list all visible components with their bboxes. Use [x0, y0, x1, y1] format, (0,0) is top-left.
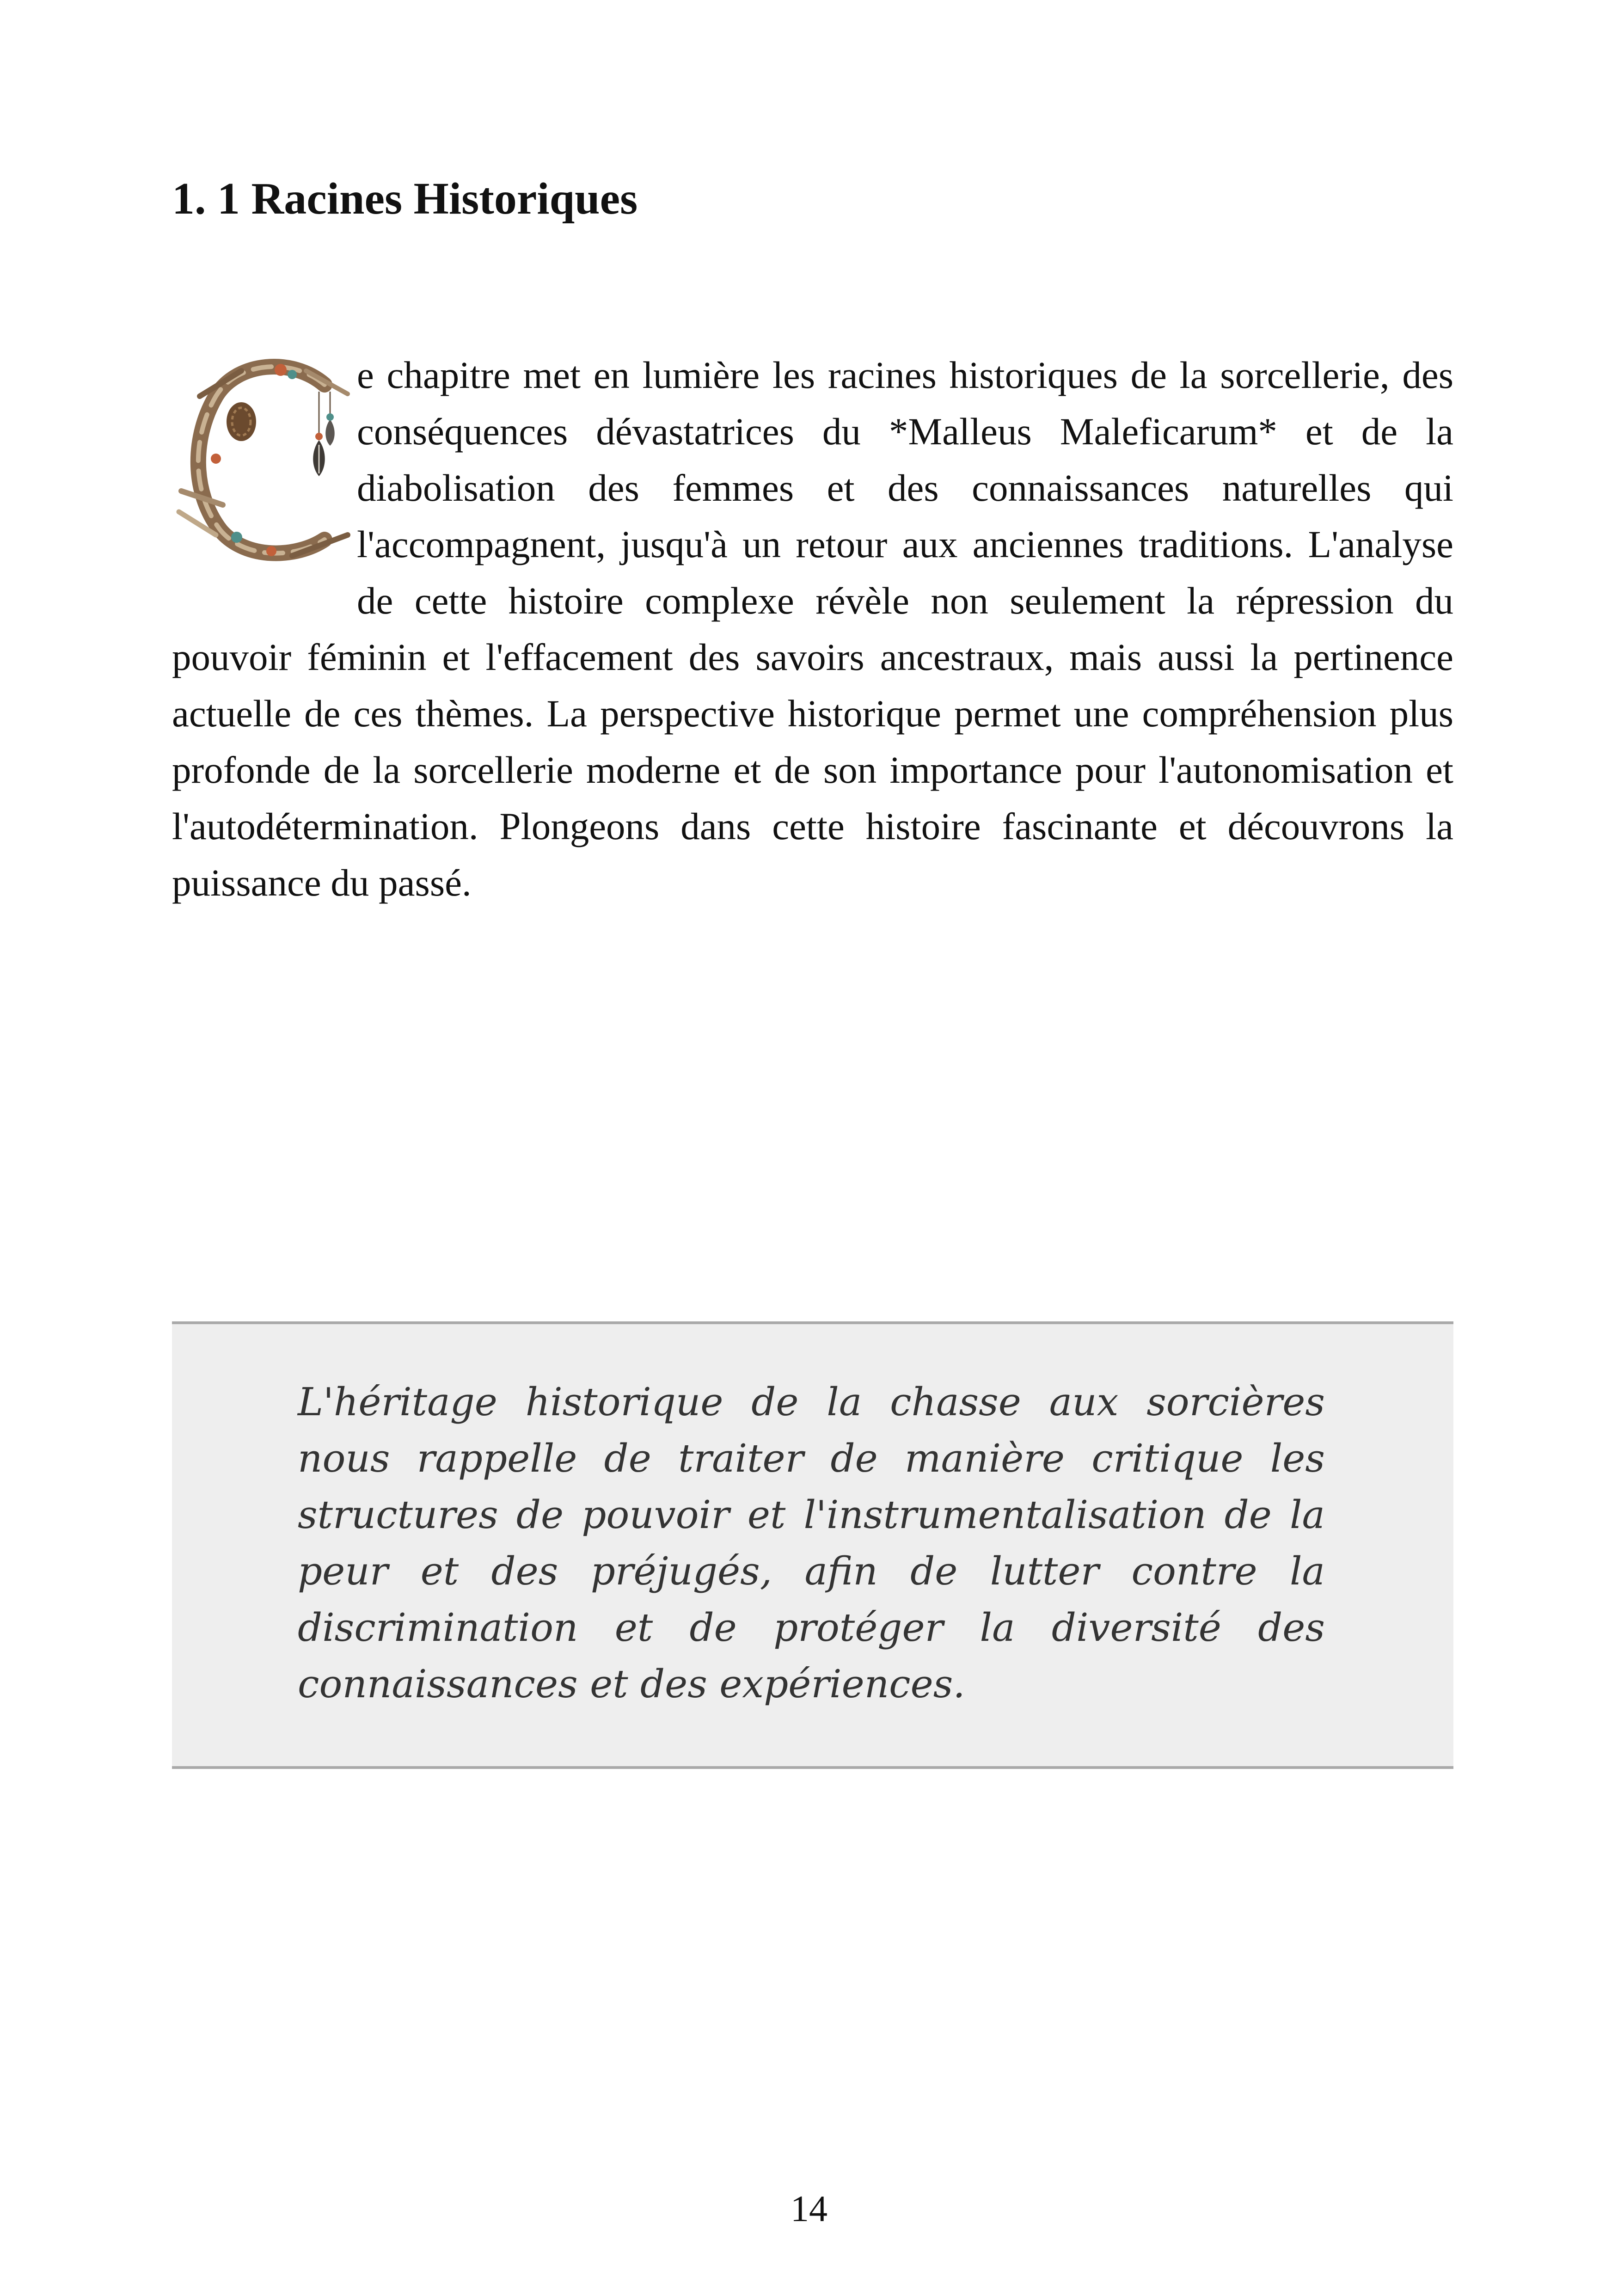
highlight-quote-text: L'héritage historique de la chasse aux sorcières nous rappelle de traiter de manière critique les structures de pouvoir et l'instrumentalisation de la peur et des préjugés, afin de lutter contre la discrimination et de protéger la diversité des connaissances et des expériences.	[298, 1380, 1325, 1707]
section-heading: 1. 1 Racines Historiques	[172, 174, 638, 224]
intro-paragraph: e chapitre met en lumière les racines historiques de la sorcellerie, des conséquences dévastatrices du *Malleus Maleficarum* et de la diabolisation des femmes et des connaissances naturelles qui l'accompagnent, jusqu'à un retour aux anciennes traditions. L'analyse de cette histoire complexe révèle non seulement la répression du pouvoir féminin et l'effacement des savoirs ancestraux, mais aussi la pertinence actuelle de ces thèmes. La perspective historique permet une compréhension plus profonde de la sorcellerie moderne et de son importance pour l'autonomisation et l'autodétermination. Plongeons dans cette histoire fascinante et découvrons la puissance du passé.	[172, 354, 1453, 904]
dropcap-letter-c	[172, 352, 357, 574]
highlight-quote-box	[172, 1321, 1453, 1769]
page-number: 14	[791, 2189, 827, 2229]
intro-paragraph-block	[172, 347, 1453, 911]
driftwood-c-illustration	[172, 352, 357, 569]
